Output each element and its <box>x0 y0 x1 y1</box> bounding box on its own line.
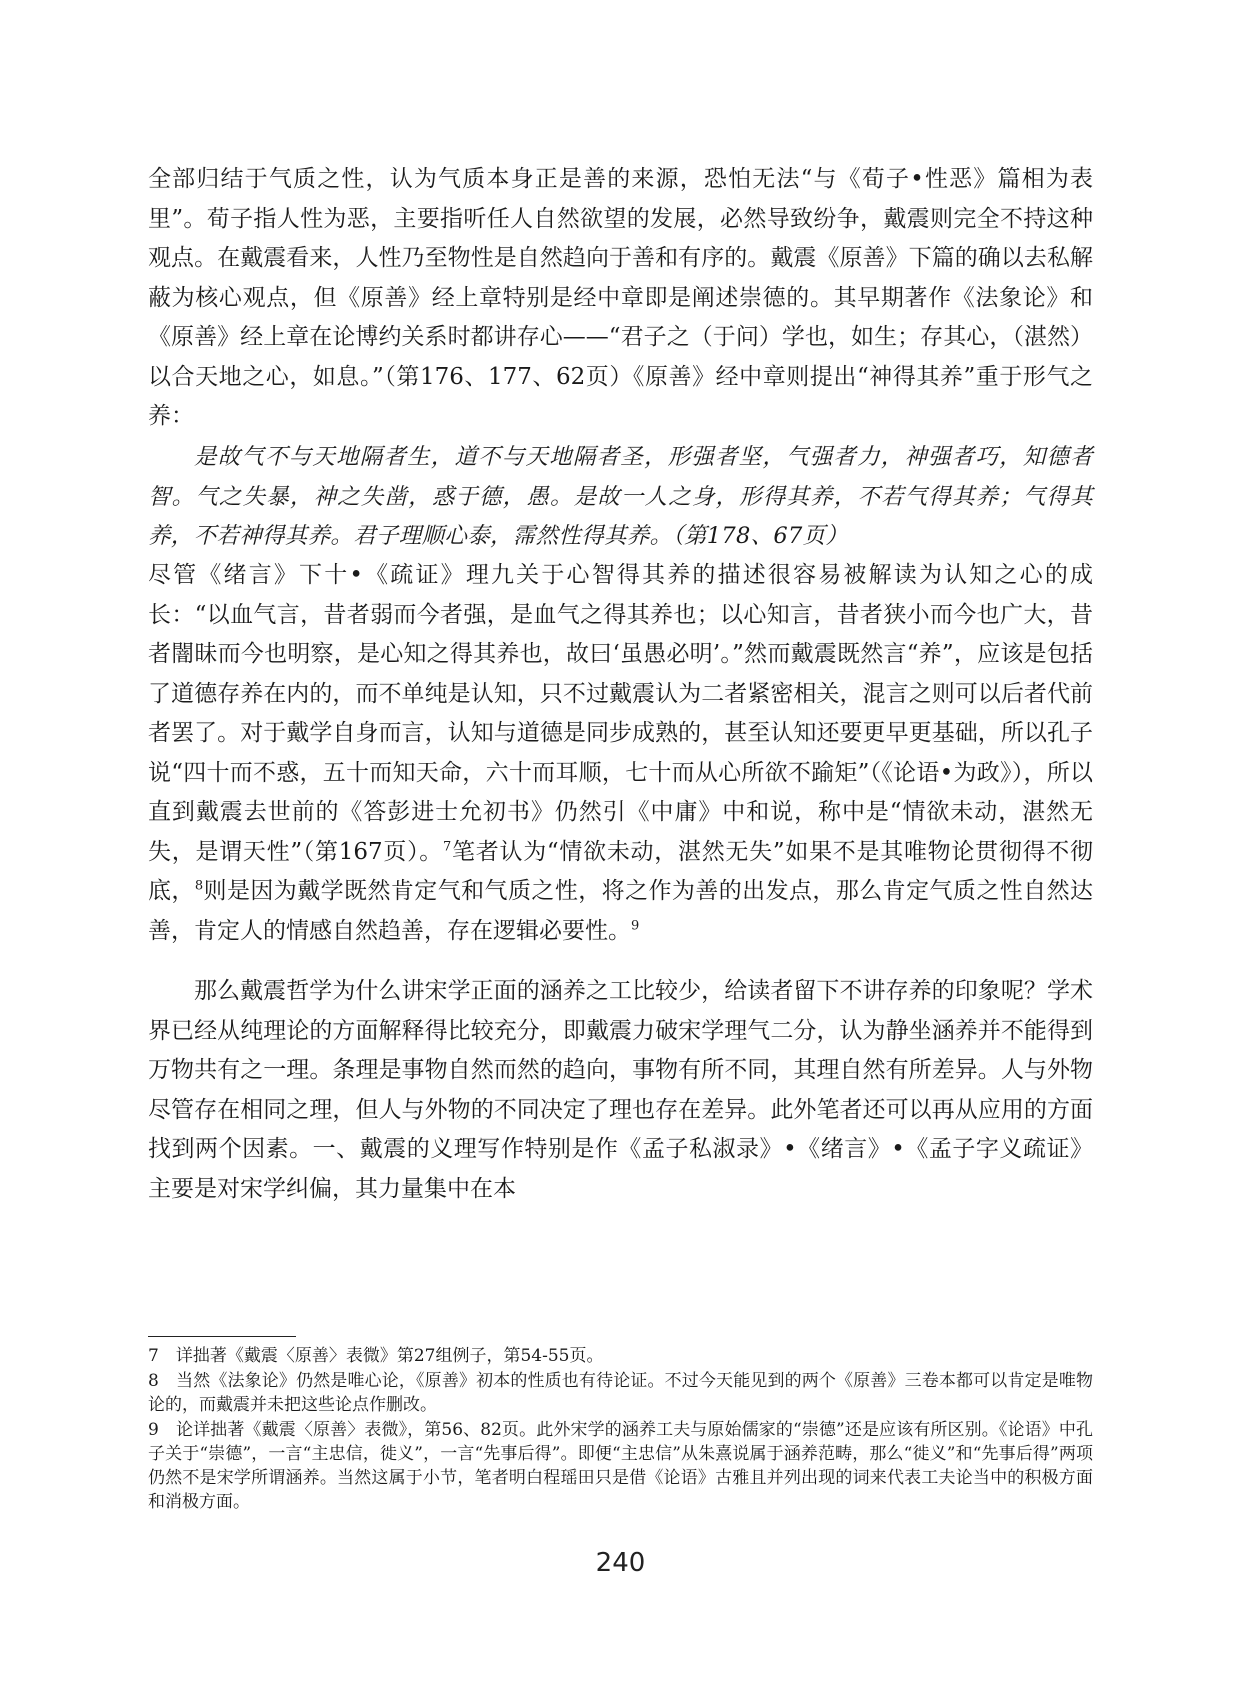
paragraph-text <box>148 556 1093 951</box>
quote-text: 是故气不与天地隔者生，道不与天地隔者圣，形强者坚，气强者力，神强者巧，知德者智。气之失暴，神之失凿，惑于德，愚。是故一人之身，形得其养，不若气得其养；气得其养，不若神得其养。君子理顺心泰，霈然性得其养。（第178、67页） <box>148 444 1093 549</box>
paragraph-text: 全部归结于气质之性，认为气质本身正是善的来源，恐怕无法“与《荀子•性恶》篇相为表里”。荀子指人性为恶，主要指听任人自然欲望的发展，必然导致纷争，戴震则完全不持这种观点。在戴震看来，人性乃至物性是自然趋向于善和有序的。戴震《原善》下篇的确以去私解蔽为核心观点，但《原善》经上章特别是经中章即是阐述崇德的。其早期著作《法象论》和《原善》经上章在论博约关系时都讲存心——“君子之（于问）学也，如生；存其心，（湛然）以合天地之心，如息。”（第176、177、62页）《原善》经中章则提出“神得其养”重于形气之养： <box>148 166 1093 429</box>
footnote-9: 9 论详拙著《戴震〈原善〉表微》，第56、82页。此外宋学的涵养工夫与原始儒家的“崇德”还是应该有所区别。《论语》中孔子关于“崇德”，一言“主忠信，徙义”，一言“先事后得”。即便“主忠信”从朱熹说属于涵养范畴，那么“徙义”和“先事后得”两项仍然不是宋学所谓涵养。当然这属于小节，笔者明白程瑶田只是借《论语》古雅且并列出现的词来代表工夫论当中的积极方面和消极方面。 <box>148 1420 1093 1512</box>
page-number: 240 <box>595 1548 646 1578</box>
paragraph-text-part-a: 尽管《绪言》下十•《疏证》理九关于心智得其养的描述很容易被解读为认知之心的成长：“以血气言，昔者弱而今者强，是血气之得其养也；以心知言，昔者狭小而今也广大，昔者闇昧而今也明察，是心知之得其养也，故曰‘虽愚必明’。”然而戴震既然言“养”，应该是包括了道德存养在内的，而不单纯是认知，只不过戴震认为二者紧密相关，混言之则可以后者代前者罢了。对于戴学自身而言，认知与道德是同步成熟的，甚至认知还要更早更基础，所以孔子说“四十而不惑，五十而知天命，六十而耳顺，七十而从心所欲不踰矩”（《论语•为政》），所以直到戴震去世前的《答彭进士允初书》仍然引《中庸》中和说，称中是“情欲未动，湛然无失，是谓天性”（第167页）。 <box>148 562 1093 865</box>
footnote-7: 7 详拙著《戴震〈原善〉表微》第27组例子，第54-55页。 <box>148 1346 604 1366</box>
footnote-8: 8 当然《法象论》仍然是唯心论，《原善》初本的性质也有待论证。不过今天能见到的两个《原善》三卷本都可以肯定是唯物论的，而戴震并未把这些论点作删改。 <box>148 1371 1093 1415</box>
footnotes-section <box>148 1344 1093 1515</box>
footnote-ref-8[interactable]: 8 <box>194 878 204 894</box>
footnote-ref-7[interactable]: 7 <box>443 838 452 854</box>
paragraph-text-part-b: 笔者认为“情欲未动，湛然无失”如果不是其唯物论贯彻得不彻底， <box>148 838 1093 904</box>
paragraph-text-part-c: 则是因为戴学既然肯定气和气质之性，将之作为善的出发点，那么肯定气质之性自然达善，肯定人的情感自然趋善，存在逻辑必要性。 <box>148 878 1094 944</box>
body-paragraph-2 <box>148 556 1093 951</box>
footnote-divider <box>148 1336 296 1337</box>
footnote-ref-9[interactable]: 9 <box>631 917 640 933</box>
paragraph-text: 那么戴震哲学为什么讲宋学正面的涵养之工比较少，给读者留下不讲存养的印象呢？学术界已经从纯理论的方面解释得比较充分，即戴震力破宋学理气二分，认为静坐涵养并不能得到万物共有之一理。条理是事物自然而然的趋向，事物有所不同，其理自然有所差异。人与外物尽管存在相同之理，但人与外物的不同决定了理也存在差异。此外笔者还可以再从应用的方面找到两个因素。一、戴震的义理写作特别是作《孟子私淑录》•《绪言》•《孟子字义疏证》主要是对宋学纠偏，其力量集中在本 <box>148 978 1093 1202</box>
block-quote <box>148 438 1093 557</box>
body-paragraph-3 <box>148 972 1093 1209</box>
body-paragraph-1 <box>148 160 1093 437</box>
